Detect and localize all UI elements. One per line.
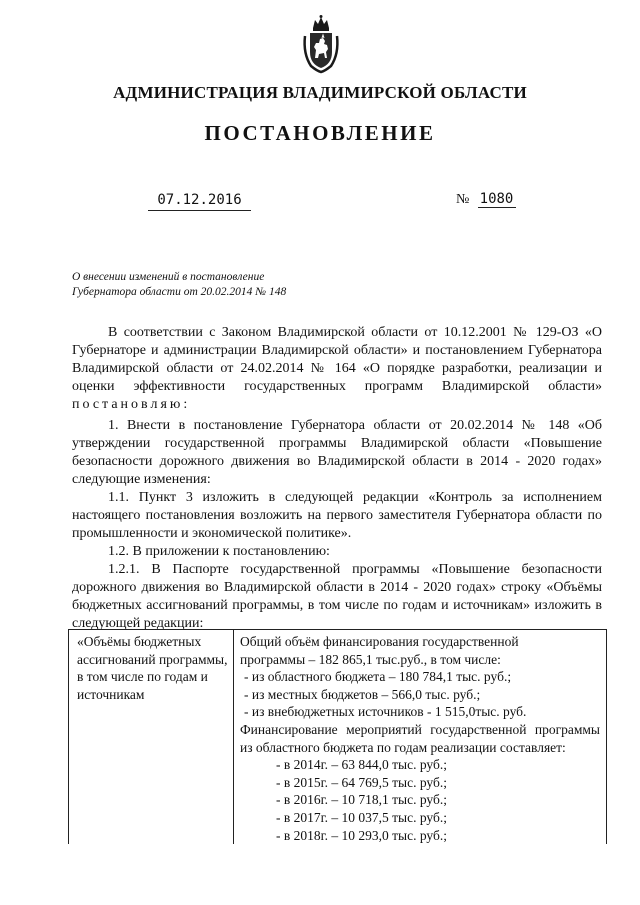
financing-text: Финансирование мероприятий государственной программы из областного бюджета по годам реализации составляет: — [240, 721, 600, 755]
table-row — [69, 630, 607, 845]
organization-title: АДМИНИСТРАЦИЯ ВЛАДИМИРСКОЙ ОБЛАСТИ — [113, 83, 527, 102]
year-line: - в 2016г. – 10 718,1 тыс. руб.; — [276, 792, 447, 808]
table-value-cell — [234, 630, 607, 845]
preamble-text: В соответствии с Законом Владимирской области от 10.12.2001 № 129-ОЗ «О Губернаторе и администрации Владимирской области» и постановлением Губернатора Владимирской области от 24.02.2014 № 164 «О порядке разработки, реализации и оценки эффективности государственных программ Владимирской области» — [72, 325, 602, 394]
document-body — [72, 324, 602, 633]
paragraph-1-2-1: 1.2.1. В Паспорте государственной программы «Повышение безопасности дорожного движения во Владимирской области в 2014 - 2020 годах» строку «Объёмы бюджетных ассигнований программы, в том числе по годам и источникам» изложить в следующей редакции: — [72, 562, 602, 631]
number-sign: № — [456, 192, 470, 207]
year-line: - в 2015г. – 64 769,5 тыс. руб.; — [276, 774, 447, 790]
number-value: 1080 — [478, 191, 516, 208]
document-subject — [72, 270, 286, 300]
preamble-paragraph — [72, 324, 602, 414]
year-line: - в 2014г. – 63 844,0 тыс. руб.; — [276, 757, 447, 773]
paragraph-1-2: 1.2. В приложении к постановлению: — [108, 544, 330, 559]
budget-table — [68, 629, 607, 844]
paragraph-1: 1. Внести в постановление Губернатора области от 20.02.2014 № 148 «Об утверждении государственной программы Владимирской области «Повышение безопасности дорожного движения во Владимирской области в 2014 - 2020 годах» следующие изменения: — [72, 418, 602, 487]
table-label-cell: «Объёмы бюджетных ассигнований программы, в том числе по годам и источникам — [69, 630, 234, 845]
preamble-keyword: постановляю: — [72, 397, 191, 412]
funding-line: - из внебюджетных источников - 1 515,0тыс. руб. — [244, 704, 527, 720]
subject-line-2: Губернатора области от 20.02.2014 № 148 — [72, 286, 287, 298]
coat-of-arms-icon — [301, 14, 341, 74]
funding-line: - из областного бюджета – 180 784,1 тыс. руб.; — [244, 669, 512, 685]
subject-line-1: О внесении изменений в постановление — [72, 271, 265, 283]
document-type-heading: ПОСТАНОВЛЕНИЕ — [204, 121, 436, 145]
document-date: 07.12.2016 — [148, 192, 251, 211]
document-number — [456, 191, 516, 210]
year-line: - в 2017г. – 10 037,5 тыс. руб.; — [276, 809, 447, 825]
funding-line: Общий объём финансирования государственной — [240, 634, 519, 649]
funding-line: программы – 182 865,1 тыс.руб., в том числе: — [240, 651, 501, 667]
year-line: - в 2018г. – 10 293,0 тыс. руб.; — [276, 827, 447, 843]
funding-line: - из местных бюджетов – 566,0 тыс. руб.; — [244, 686, 481, 702]
paragraph-1-1: 1.1. Пункт 3 изложить в следующей редакции «Контроль за исполнением настоящего постановления возложить на первого заместителя Губернатора области по промышленности и экономической политике». — [72, 490, 602, 541]
